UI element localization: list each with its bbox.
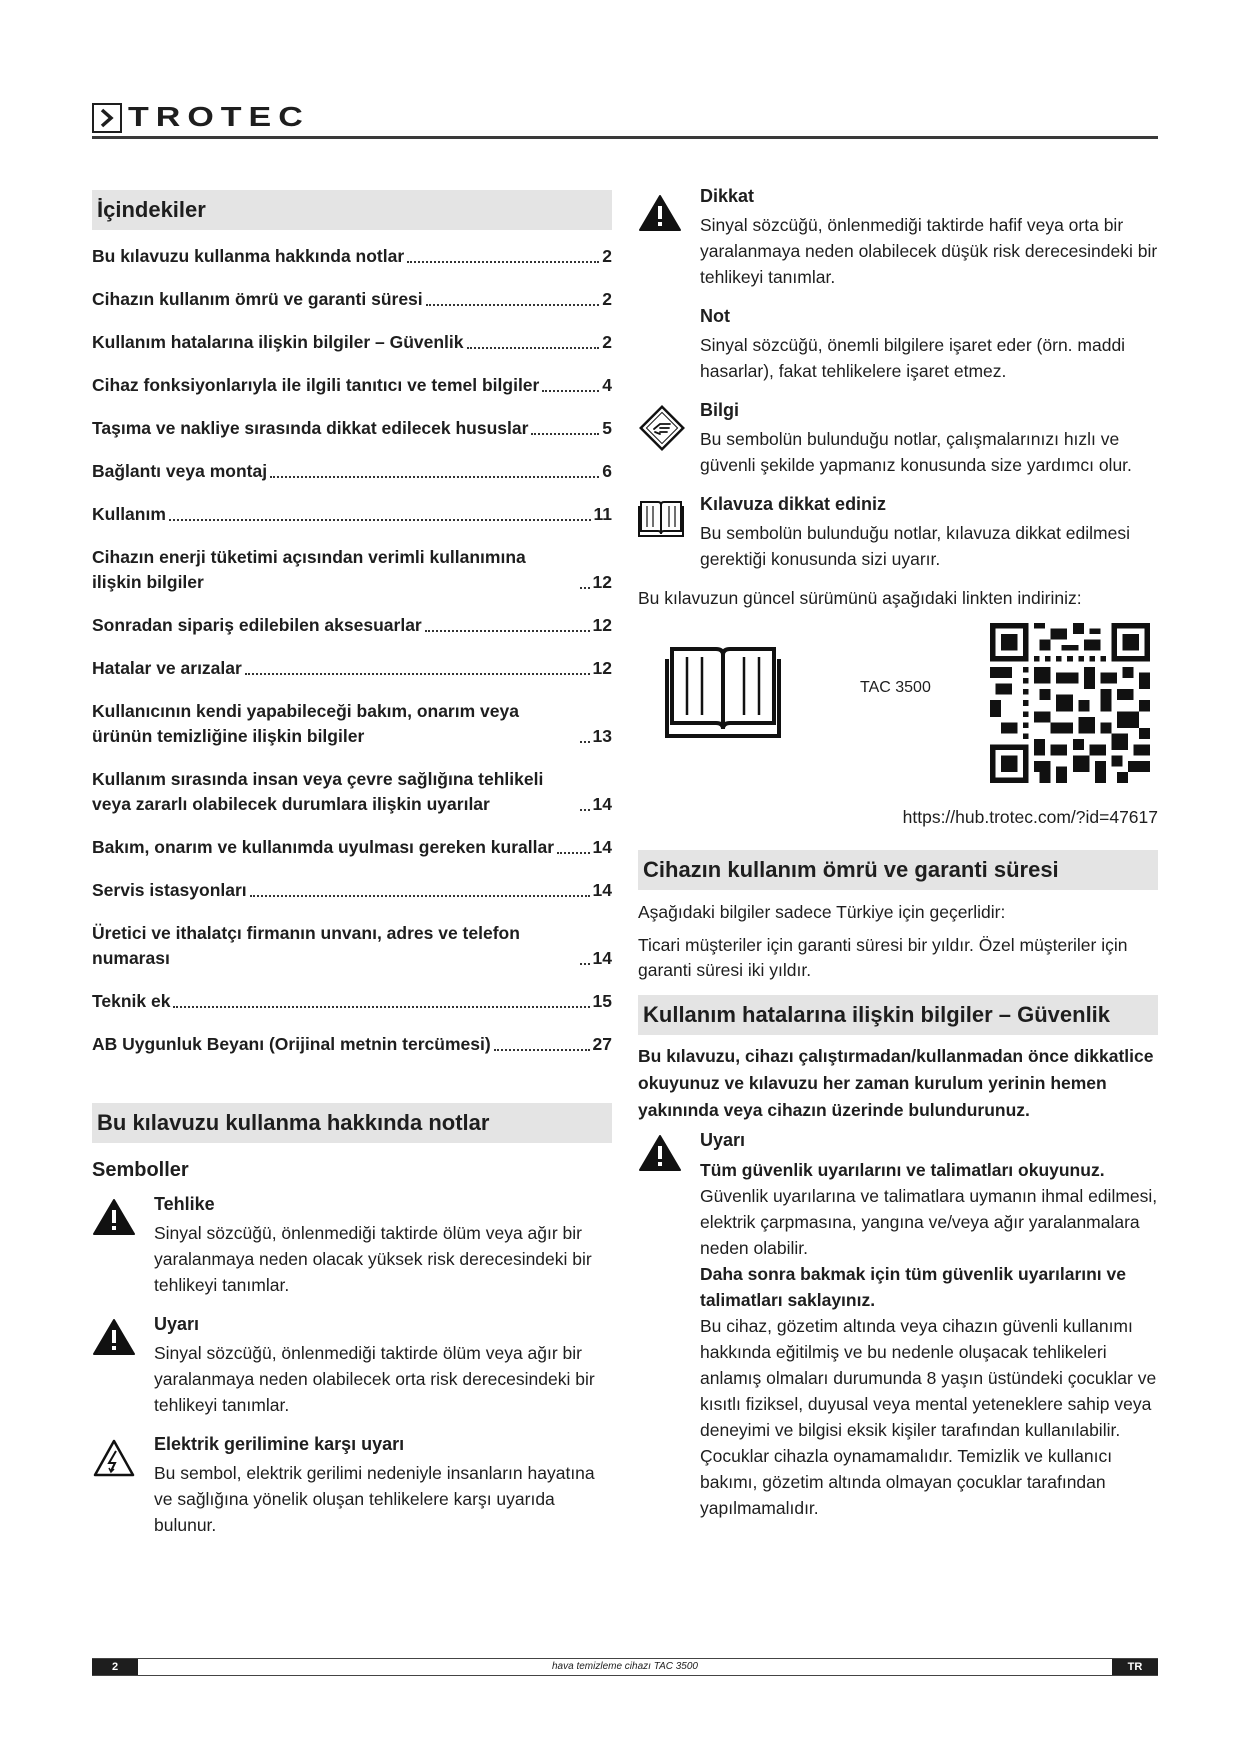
symbol-text: Sinyal sözcüğü, önlenmediği taktirde ölüm veya ağır bir yaralanmaya neden olabilecek orta risk derecesindeki bir tehlikeyi tanımlar. bbox=[154, 1343, 595, 1415]
toc-item-title: Cihazın enerji tüketimi açısından verimli kullanımına ilişkin bilgiler bbox=[92, 547, 526, 592]
toc-leader-dots bbox=[494, 1049, 590, 1051]
trotec-logo bbox=[92, 98, 310, 137]
footer-page-number: 2 bbox=[92, 1659, 138, 1675]
toc-item-page: 2 bbox=[602, 332, 612, 352]
warning-icon bbox=[92, 1318, 136, 1356]
toc-item[interactable] bbox=[92, 459, 612, 484]
toc-item-title: Bu kılavuzu kullanma hakkında notlar bbox=[92, 246, 405, 266]
symbol-electric bbox=[92, 1434, 612, 1538]
warning-2-text: Bu cihaz, gözetim altında veya cihazın güvenli kullanımı hakkında eğitilmiş ve bu nedenle oluşacak tehlikeleri anlamış olmaları durumunda 8 yaşın üstündeki çocuklar ve kısıtlı fiziksel, duyusal veya mental yeteneklere sahip veya deneyimi ve bilgisi eksik kişiler tarafından kullanılabilir. bbox=[700, 1316, 1157, 1440]
toc-leader-dots bbox=[270, 476, 599, 478]
toc-leader-dots bbox=[467, 347, 600, 349]
toc-item-title: Cihazın kullanım ömrü ve garanti süresi bbox=[92, 289, 423, 309]
toc-leader-dots bbox=[173, 1006, 589, 1008]
toc-item-page: 2 bbox=[602, 289, 612, 309]
toc-leader-dots bbox=[580, 587, 590, 589]
toc-leader-dots bbox=[426, 304, 600, 306]
warning-2-bold: Daha sonra bakmak için tüm güvenlik uyarılarını ve talimatları saklayınız. bbox=[700, 1264, 1126, 1310]
symbol-title: Dikkat bbox=[700, 186, 755, 206]
warning-3-text: Çocuklar cihazla oynamamalıdır. Temizlik ve kullanıcı bakımı, gözetim altında olmayan çocuklar tarafından yapılmamalıdır. bbox=[700, 1446, 1113, 1518]
toc-item-page: 12 bbox=[592, 572, 612, 592]
symbol-text: Sinyal sözcüğü, önlenmediği taktirde ölüm veya ağır bir yaralanmaya neden olacak yüksek risk derecesindeki bir tehlikeyi tanımlar. bbox=[154, 1223, 592, 1295]
toc-leader-dots bbox=[425, 630, 590, 632]
toc-item-page: 12 bbox=[592, 615, 612, 635]
toc-item-title: Hatalar ve arızalar bbox=[92, 658, 242, 678]
toc-item[interactable] bbox=[92, 835, 612, 860]
toc-item[interactable] bbox=[92, 545, 612, 595]
left-column bbox=[92, 190, 612, 1554]
toc-item-page: 11 bbox=[593, 504, 612, 524]
symbol-title: Bilgi bbox=[700, 400, 739, 420]
toc-item[interactable] bbox=[92, 699, 612, 749]
warning-icon bbox=[638, 1134, 682, 1172]
toc-item[interactable] bbox=[92, 767, 612, 817]
toc-item-page: 14 bbox=[592, 948, 612, 968]
toc-leader-dots bbox=[531, 433, 599, 435]
toc-leader-dots bbox=[580, 963, 590, 965]
toc-leader-dots bbox=[245, 673, 590, 675]
toc-item[interactable] bbox=[92, 613, 612, 638]
toc-item[interactable] bbox=[92, 416, 612, 441]
toc-item-title: Bakım, onarım ve kullanımda uyulması gereken kurallar bbox=[92, 837, 554, 857]
toc-item-page: 2 bbox=[602, 246, 612, 266]
footer-document: hava temizleme cihazı TAC 3500 bbox=[552, 1661, 698, 1672]
symbol-caution bbox=[638, 186, 1158, 290]
toc-item[interactable] bbox=[92, 244, 612, 269]
toc-item-page: 27 bbox=[592, 1034, 612, 1054]
toc-leader-dots bbox=[250, 895, 590, 897]
toc-leader-dots bbox=[169, 519, 591, 521]
manual-book-icon bbox=[664, 639, 782, 741]
toc-item[interactable] bbox=[92, 1032, 612, 1057]
toc-item-page: 13 bbox=[592, 726, 612, 746]
symbol-manual bbox=[638, 494, 1158, 572]
symbol-title: Not bbox=[700, 306, 730, 326]
symbol-text: Bu sembolün bulunduğu notlar, çalışmalarınızı hızlı ve güvenli şekilde yapmanız konusunda size yardımcı olur. bbox=[700, 429, 1132, 475]
toc-item-page: 14 bbox=[592, 794, 612, 814]
toc-item-title: Servis istasyonları bbox=[92, 880, 247, 900]
warning-label: Uyarı bbox=[700, 1130, 746, 1150]
toc-list bbox=[92, 244, 612, 1057]
toc-item-title: Sonradan sipariş edilebilen aksesuarlar bbox=[92, 615, 422, 635]
toc-heading: İçindekiler bbox=[92, 190, 612, 230]
symbol-note bbox=[638, 306, 1158, 384]
toc-item[interactable] bbox=[92, 878, 612, 903]
symbol-title: Uyarı bbox=[154, 1314, 200, 1334]
caution-warning-icon bbox=[638, 194, 682, 232]
logo-chevron-icon bbox=[92, 103, 122, 133]
toc-item-title: AB Uygunluk Beyanı (Orijinal metnin tercümesi) bbox=[92, 1034, 491, 1054]
toc-item-page: 6 bbox=[602, 461, 612, 481]
toc-leader-dots bbox=[557, 852, 590, 854]
info-hand-icon bbox=[638, 404, 686, 452]
toc-item-title: Teknik ek bbox=[92, 991, 171, 1011]
warranty-p2: Ticari müşteriler için garanti süresi bir yıldır. Özel müşteriler için garanti süresi iki yıldır. bbox=[638, 935, 1128, 980]
read-manual-icon bbox=[638, 498, 684, 538]
electric-voltage-icon bbox=[92, 1438, 136, 1478]
model-label: TAC 3500 bbox=[860, 679, 931, 696]
toc-item-title: Bağlantı veya montaj bbox=[92, 461, 268, 481]
download-block bbox=[638, 611, 1158, 807]
symbol-text: Sinyal sözcüğü, önemli bilgilere işaret eder (örn. maddi hasarlar), fakat tehlikelere işaret etmez. bbox=[700, 335, 1126, 381]
safety-heading: Kullanım hatalarına ilişkin bilgiler – Güvenlik bbox=[638, 995, 1158, 1035]
toc-leader-dots bbox=[407, 261, 599, 263]
toc-item-page: 14 bbox=[592, 880, 612, 900]
symbol-title: Kılavuza dikkat ediniz bbox=[700, 494, 887, 514]
symbols-label: Semboller bbox=[92, 1159, 189, 1181]
toc-item[interactable] bbox=[92, 330, 612, 355]
warranty-p1: Aşağıdaki bilgiler sadece Türkiye için geçerlidir: bbox=[638, 902, 1006, 922]
symbol-warning bbox=[92, 1314, 612, 1418]
right-column bbox=[638, 186, 1158, 1537]
toc-item[interactable] bbox=[92, 921, 612, 971]
safety-intro: Bu kılavuzu, cihazı çalıştırmadan/kullanmadan önce dikkatlice okuyunuz ve kılavuzu her zaman kurulum yerinin hemen yakınında veya cihazın üzerinde bulundurunuz. bbox=[638, 1046, 1154, 1120]
toc-item-page: 5 bbox=[602, 418, 612, 438]
toc-item-title: Kullanım sırasında insan veya çevre sağlığına tehlikeli veya zararlı olabilecek durumlara ilişkin uyarılar bbox=[92, 769, 544, 814]
toc-item-title: Kullanım bbox=[92, 504, 166, 524]
toc-item-page: 12 bbox=[592, 658, 612, 678]
toc-item-page: 4 bbox=[602, 375, 612, 395]
symbol-danger bbox=[92, 1194, 612, 1298]
toc-leader-dots bbox=[580, 741, 590, 743]
qr-code-icon bbox=[990, 623, 1150, 783]
notes-heading: Bu kılavuzu kullanma hakkında notlar bbox=[92, 1103, 612, 1143]
download-url[interactable]: https://hub.trotec.com/?id=47617 bbox=[902, 807, 1158, 827]
symbol-text: Sinyal sözcüğü, önlenmediği taktirde hafif veya orta bir yaralanmaya neden olabilecek düşük risk derecesindeki bir tehlikeyi tanımlar. bbox=[700, 215, 1158, 287]
page-footer bbox=[92, 1658, 1158, 1676]
symbol-title: Elektrik gerilimine karşı uyarı bbox=[154, 1434, 405, 1454]
toc-leader-dots bbox=[542, 390, 599, 392]
toc-item-title: Üretici ve ithalatçı firmanın unvanı, adres ve telefon numarası bbox=[92, 923, 520, 968]
logo-text: TROTEC bbox=[128, 101, 310, 133]
warning-1-text: Güvenlik uyarılarına ve talimatlara uymanın ihmal edilmesi, elektrik çarpmasına, yangına ve/veya ağır yaralanmalara neden olabilir. bbox=[700, 1186, 1158, 1258]
toc-item[interactable] bbox=[92, 373, 612, 398]
warning-1-bold: Tüm güvenlik uyarılarını ve talimatları okuyunuz. bbox=[700, 1160, 1105, 1180]
toc-item-title: Taşıma ve nakliye sırasında dikkat edilecek hususlar bbox=[92, 418, 529, 438]
toc-item[interactable] bbox=[92, 989, 612, 1014]
toc-item-title: Kullanım hatalarına ilişkin bilgiler – Güvenlik bbox=[92, 332, 464, 352]
safety-warning bbox=[638, 1130, 1158, 1521]
qr-code[interactable] bbox=[990, 623, 1150, 783]
symbol-text: Bu sembolün bulunduğu notlar, kılavuza dikkat edilmesi gerektiği konusunda sizi uyarır. bbox=[700, 523, 1130, 569]
toc-leader-dots bbox=[580, 809, 590, 811]
symbol-text: Bu sembol, elektrik gerilimi nedeniyle insanların hayatına ve sağlığına yönelik oluşan tehlikelere karşı uyarıda bulunur. bbox=[154, 1463, 595, 1535]
header-rule bbox=[92, 136, 1158, 139]
symbol-info bbox=[638, 400, 1158, 478]
toc-item[interactable] bbox=[92, 656, 612, 681]
toc-item-page: 15 bbox=[592, 991, 612, 1011]
danger-warning-icon bbox=[92, 1198, 136, 1236]
toc-item-title: Kullanıcının kendi yapabileceği bakım, onarım veya ürünün temizliğine ilişkin bilgiler bbox=[92, 701, 519, 746]
toc-item[interactable] bbox=[92, 502, 612, 527]
warranty-heading: Cihazın kullanım ömrü ve garanti süresi bbox=[638, 850, 1158, 890]
toc-item[interactable] bbox=[92, 287, 612, 312]
download-text: Bu kılavuzun güncel sürümünü aşağıdaki linkten indiriniz: bbox=[638, 588, 1082, 608]
symbol-title: Tehlike bbox=[154, 1194, 215, 1214]
toc-item-title: Cihaz fonksiyonlarıyla ile ilgili tanıtıcı ve temel bilgiler bbox=[92, 375, 540, 395]
toc-item-page: 14 bbox=[592, 837, 612, 857]
footer-language: TR bbox=[1112, 1659, 1158, 1675]
